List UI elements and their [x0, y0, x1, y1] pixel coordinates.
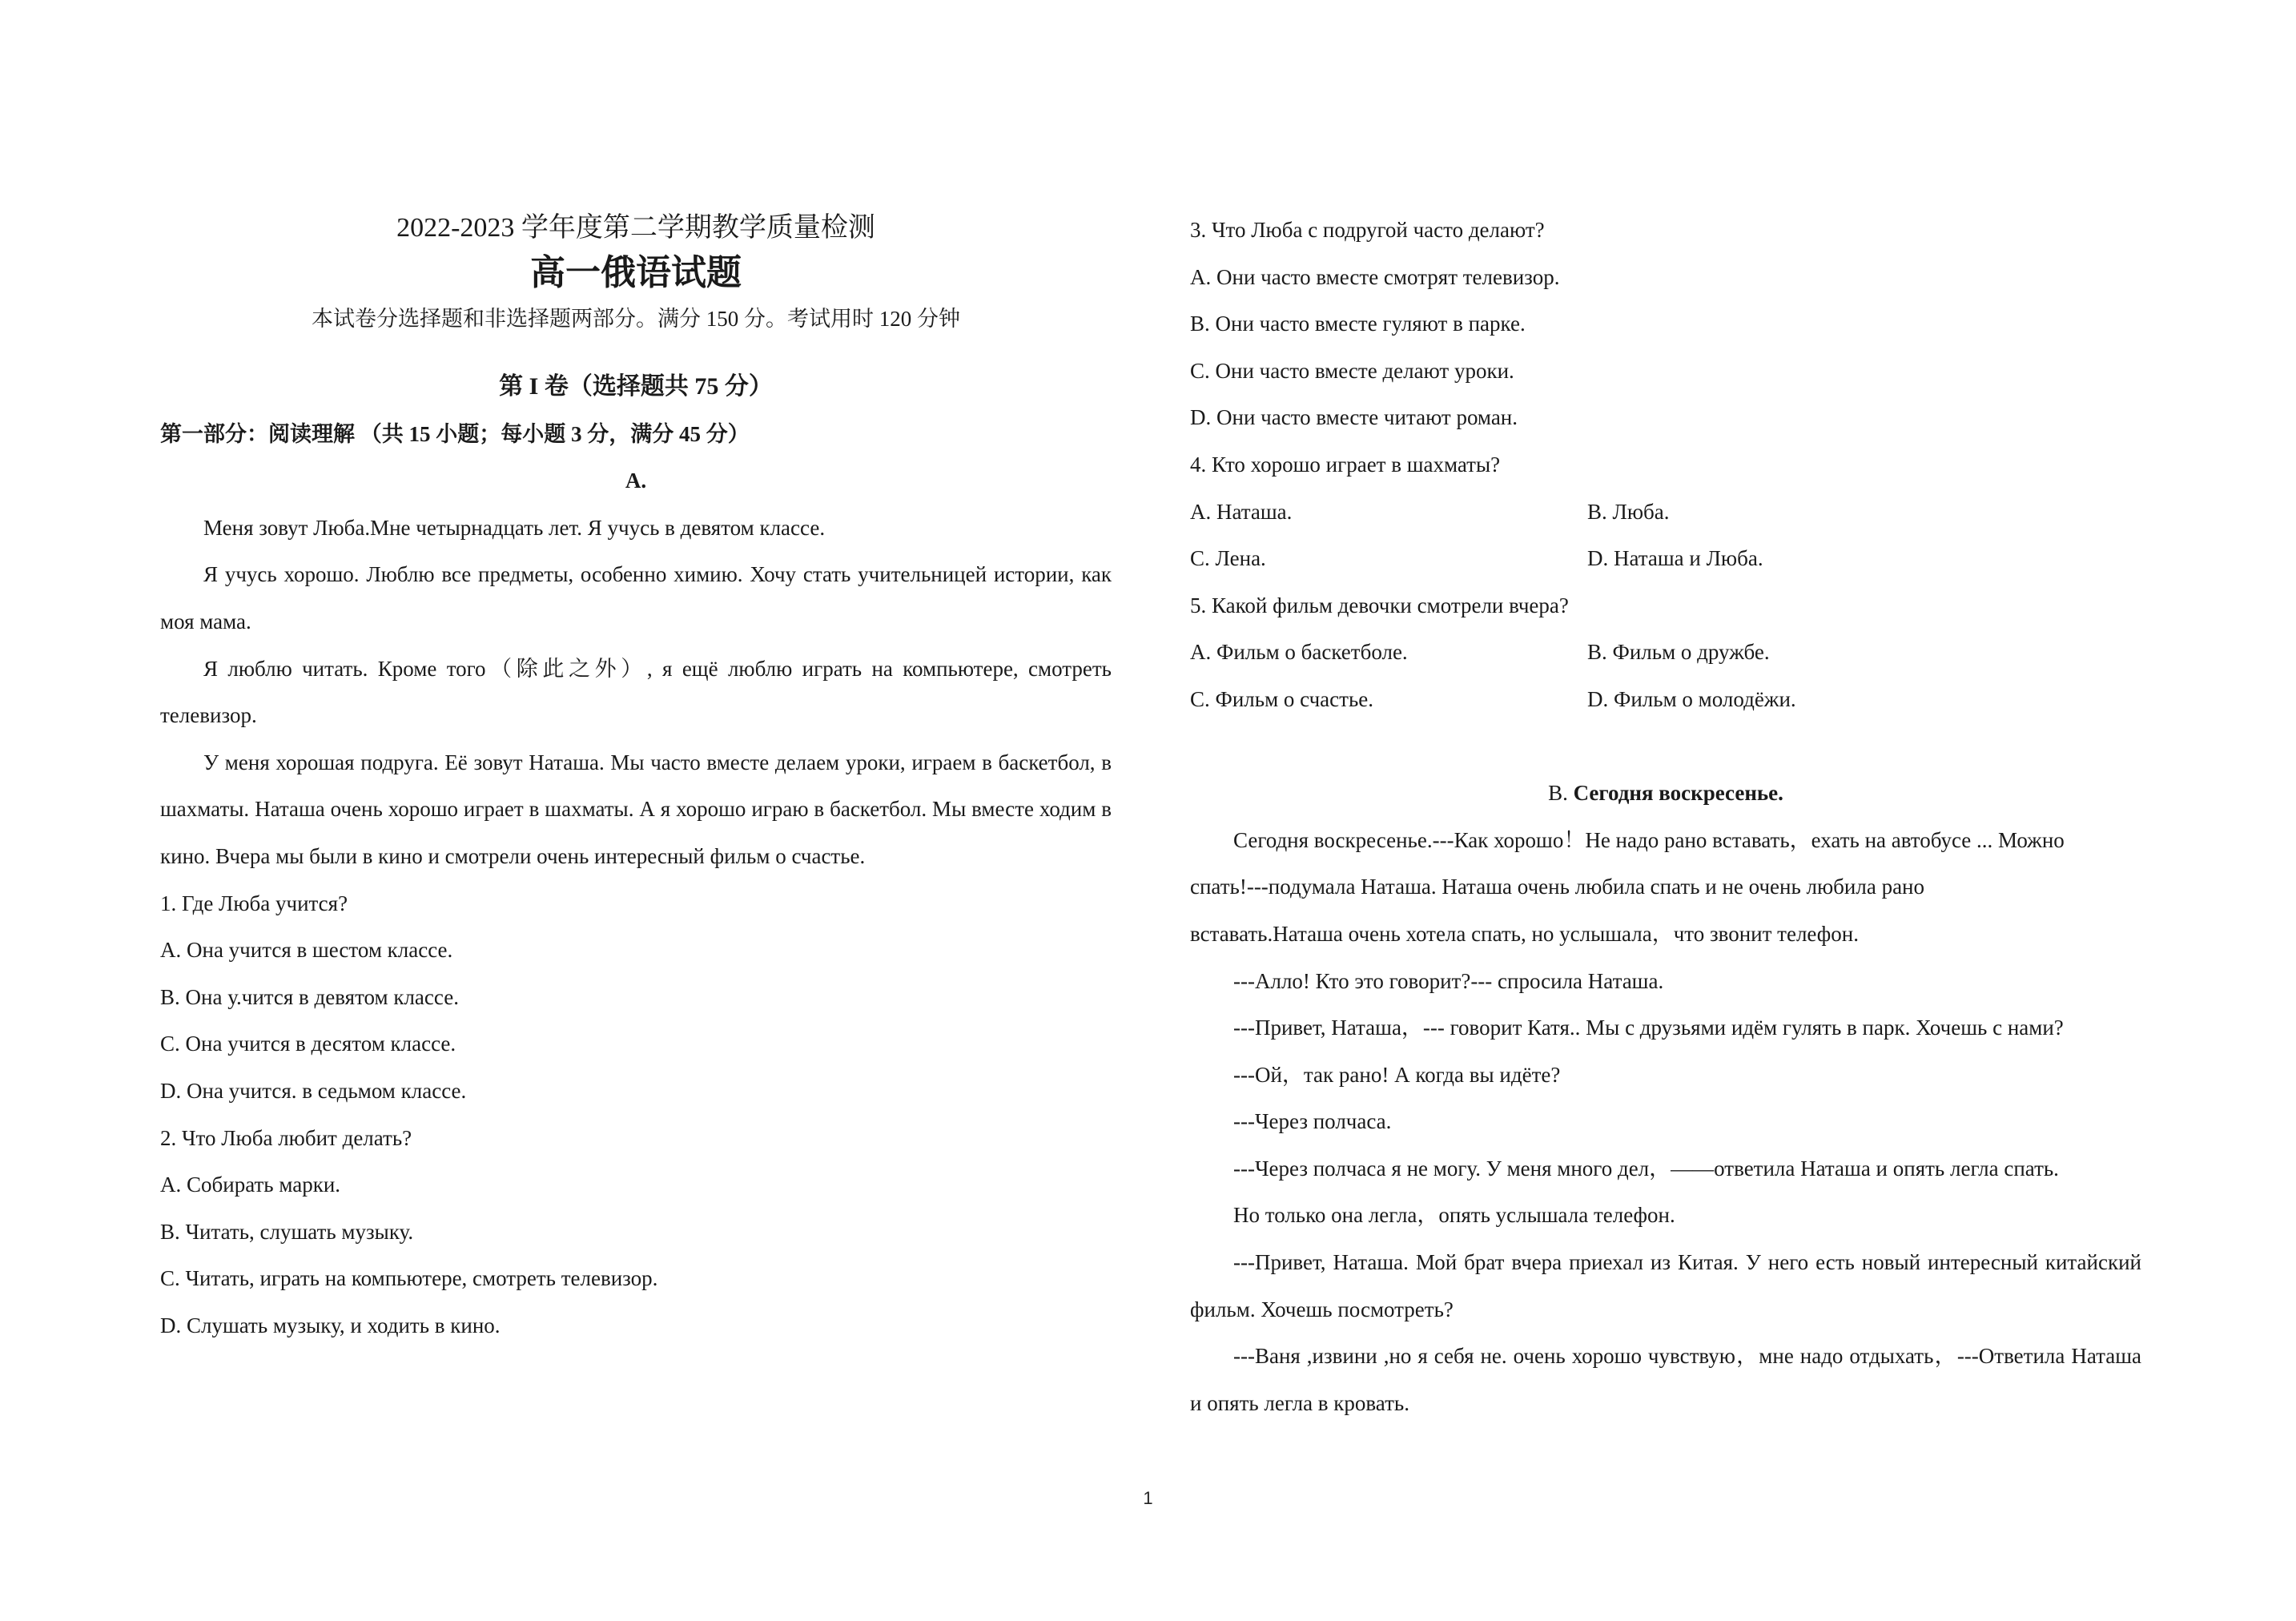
passage-b-line: ---Алло! Кто это говорит?--- спросила Наташа.: [1233, 968, 1664, 993]
question-2-option-a: A. Собирать марки.: [160, 1173, 341, 1197]
passage-b-paragraph: ---Ваня ,извини ,но я себя не. очень хорошо чувствую，мне надо отдыхать，---Ответила Наташа и опять легла в кровать.: [1190, 1344, 2141, 1415]
question-2-option-d: D. Слушать музыку, и ходить в кино.: [160, 1313, 501, 1337]
passage-a-paragraph: Меня зовут Люба.Мне четырнадцать лет. Я учусь в девятом классе.: [203, 515, 826, 540]
question-4-options-row: [1190, 535, 2141, 582]
question-1-option-c: C. Она учится в десятом классе.: [160, 1032, 456, 1056]
passage-b-line: Сегодня воскресенье.---Как хорошо！Не надо рано вставать，ехать на автобусе ... Можно: [1233, 827, 2065, 852]
question-5-options-row: [1190, 629, 2141, 676]
question-1-option-d: D. Она учится. в седьмом классе.: [160, 1078, 467, 1103]
exam-year-line: 2022-2023 学年度第二学期教学质量检测: [396, 213, 875, 243]
passage-a-paragraph: У меня хорошая подруга. Её зовут Наташа. Мы часто вместе делаем уроки, играем в баскетбол, в шахматы. Наташа очень хорошо играет в шахматы. А я хорошо играю в баскетбол. Мы вместе ходим в кино. Вчера мы были в кино и смотрели очень интересный фильм о счастье.: [160, 750, 1112, 868]
question-4: 4. Кто хорошо играет в шахматы?: [1190, 452, 1501, 477]
passage-b-label-prefix: B.: [1548, 781, 1574, 806]
part-title: 第一部分：阅读理解 （共 15 小题；每小题 3 分，满分 45 分）: [160, 421, 750, 446]
passage-b-line: ---Через полчаса я не могу. У меня много дел，——ответила Наташа и опять легла спать.: [1233, 1156, 2059, 1181]
passage-b-line: спать!---подумала Наташа. Наташа очень любила спать и не очень любила рано: [1190, 875, 1924, 899]
question-2: 2. Что Люба любит делать?: [160, 1125, 412, 1150]
left-column: [160, 208, 1112, 1349]
question-2-option-c: C. Читать, играть на компьютере, смотреть телевизор.: [160, 1266, 658, 1291]
page-number: 1: [1143, 1488, 1153, 1508]
question-5-option-b: B. Фильм о дружбе.: [1587, 640, 1770, 665]
question-5-option-d: D. Фильм о молодёжи.: [1587, 686, 1796, 711]
question-4-option-c: C. Лена.: [1190, 546, 1266, 571]
question-2-option-b: B. Читать, слушать музыку.: [160, 1219, 414, 1244]
question-4-options-row: [1190, 489, 2141, 536]
exam-note: 本试卷分选择题和非选择题两部分。满分 150 分。考试用时 120 分钟: [312, 307, 960, 331]
question-4-option-b: B. Люба.: [1587, 499, 1670, 524]
passage-b-paragraph: ---Привет, Наташа. Мой брат вчера приехал из Китая. У него есть новый интересный китайский фильм. Хочешь посмотреть?: [1190, 1250, 2141, 1321]
question-1-option-a: A. Она учится в шестом классе.: [160, 938, 453, 963]
spacer: [1190, 723, 2141, 770]
passage-b-line: ---Ой，так рано! А когда вы идёте?: [1233, 1062, 1561, 1087]
question-3-option-a: A. Они часто вместе смотрят телевизор.: [1190, 264, 1560, 289]
passage-a-paragraph: Я учусь хорошо. Люблю все предметы, особенно химию. Хочу стать учительницей истории, как моя мама.: [160, 562, 1112, 634]
right-column: [1190, 207, 2141, 1426]
question-3-option-d: D. Они часто вместе читают роман.: [1190, 405, 1518, 430]
exam-title: 高一俄语试题: [530, 252, 742, 293]
passage-b-line: ---Через полчаса.: [1233, 1109, 1392, 1134]
passage-b-label: [1190, 770, 2141, 817]
question-3-option-b: B. Они часто вместе гуляют в парке.: [1190, 312, 1526, 336]
question-3: 3. Что Люба с подругой часто делают?: [1190, 218, 1545, 242]
question-4-option-a: A. Наташа.: [1190, 499, 1293, 524]
passage-b-line: вставать.Наташа очень хотела спать, но услышала，что звонит телефон.: [1190, 921, 1859, 946]
question-4-option-d: D. Наташа и Люба.: [1587, 546, 1763, 571]
section-title: 第 I 卷（选择题共 75 分）: [499, 373, 773, 400]
passage-a-paragraph: Я люблю читать. Кроме того（除此之外）, я ещё люблю играть на компьютере, смотреть телевизор.: [160, 656, 1112, 728]
question-5-option-a: A. Фильм о баскетболе.: [1190, 640, 1408, 665]
passage-b-line: Но только она легла，опять услышала телефон.: [1233, 1203, 1675, 1228]
question-1-option-b: B. Она у.чится в девятом классе.: [160, 984, 459, 1009]
passage-b-title: Сегодня воскресенье.: [1573, 781, 1783, 806]
passage-b-line: ---Привет, Наташа，--- говорит Катя.. Мы с друзьями идём гулять в парк. Хочешь с нами?: [1233, 1016, 2064, 1040]
question-3-option-c: C. Они часто вместе делают уроки.: [1190, 358, 1514, 383]
question-5-option-c: C. Фильм о счастье.: [1190, 686, 1373, 711]
question-1: 1. Где Люба учится?: [160, 891, 348, 915]
question-5: 5. Какой фильм девочки смотрели вчера?: [1190, 593, 1569, 617]
question-5-options-row: [1190, 676, 2141, 723]
passage-a-label: A.: [625, 469, 647, 493]
